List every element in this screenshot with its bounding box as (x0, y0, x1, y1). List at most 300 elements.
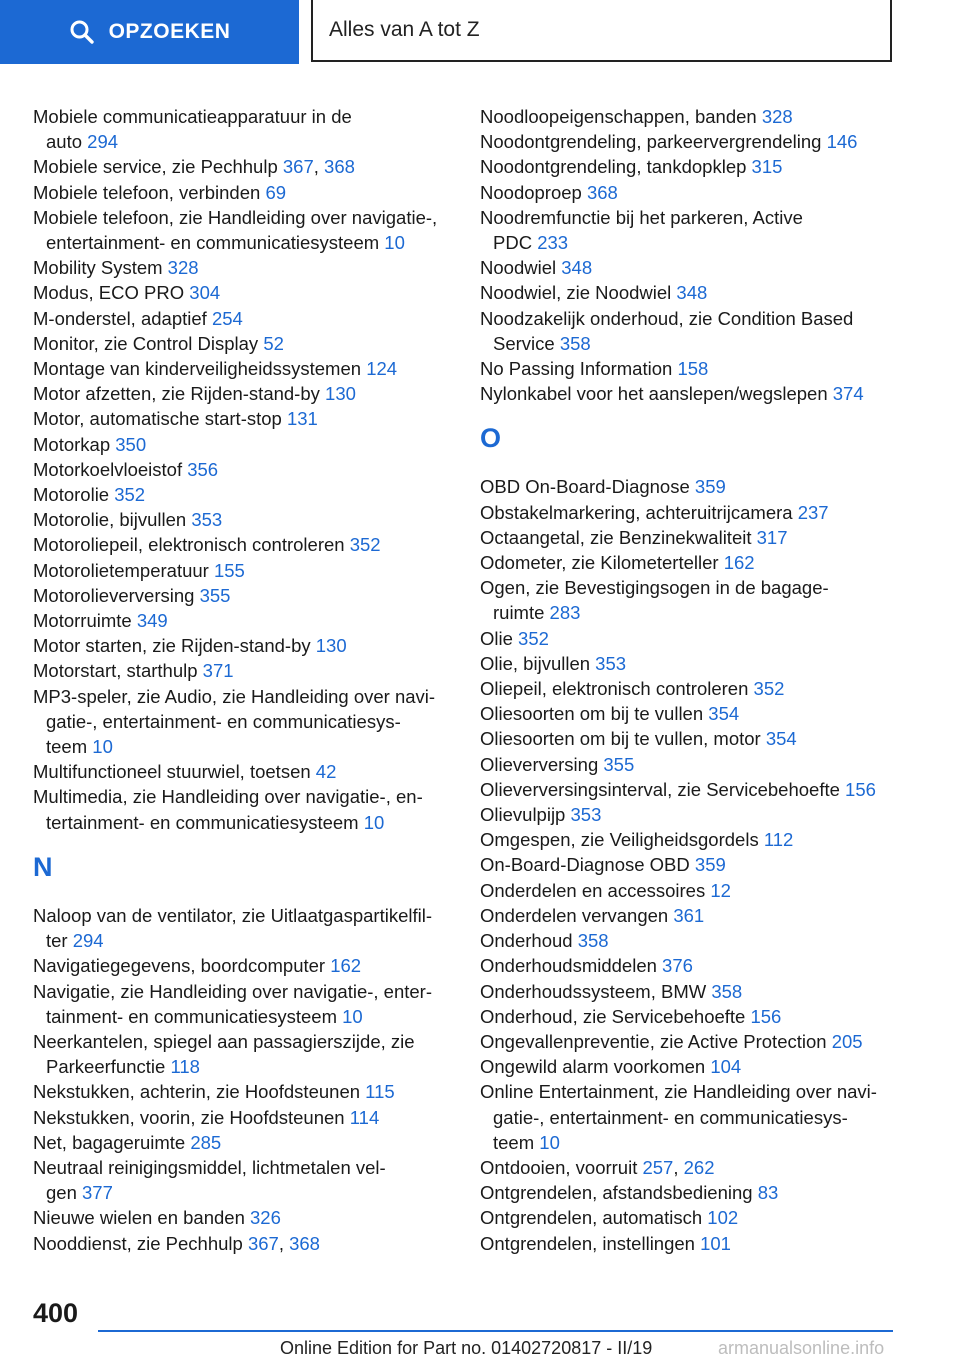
index-entry (480, 474, 900, 499)
index-entry-text: Octaangetal, zie Benzinekwaliteit (480, 526, 752, 548)
index-entry-line (33, 356, 463, 381)
index-entry (480, 306, 900, 356)
index-entry-text: Neutraal reinigingsmiddel, lichtmetalen vel- (33, 1156, 386, 1178)
page-ref-link[interactable]: 353 (191, 509, 223, 531)
page-ref-link[interactable]: 158 (677, 358, 709, 380)
watermark-text: armanualsonline.info (718, 1338, 885, 1358)
page-ref-link[interactable]: 237 (797, 501, 829, 523)
index-entry-line (480, 575, 900, 600)
index-entry-text: gatie-, entertainment- en communicatiesys- (493, 1106, 848, 1128)
index-entry (480, 827, 900, 852)
index-entry (33, 1231, 463, 1256)
page-ref-link[interactable]: 10 (363, 811, 385, 833)
index-entry (480, 575, 900, 625)
index-entry-text: Monitor, zie Control Display (33, 332, 259, 354)
index-entry-text: Noodremfunctie bij het parkeren, Active (480, 206, 803, 228)
index-entry-text: Ontgrendelen, instellingen (480, 1232, 695, 1254)
index-entry (33, 104, 463, 154)
page-ref-link[interactable]: 112 (763, 829, 794, 851)
page-ref-link[interactable]: 361 (673, 904, 705, 926)
index-entry-line (33, 1029, 463, 1054)
index-entry (480, 752, 900, 777)
index-entry-text: Oliesoorten om bij te vullen, motor (480, 728, 761, 750)
index-entry (33, 608, 463, 633)
index-entry-line (33, 1180, 463, 1205)
index-entry-text: Oliepeil, elektronisch controleren (480, 678, 749, 700)
index-entry (480, 928, 900, 953)
page-ref-link[interactable]: 83 (757, 1182, 779, 1204)
index-entry (33, 306, 463, 331)
page-ref-link[interactable]: 349 (136, 610, 168, 632)
index-entry-text: Noodwiel, zie Noodwiel (480, 282, 672, 304)
index-entry (33, 1130, 463, 1155)
page-ref-link[interactable]: 42 (315, 761, 337, 783)
index-entry-line (33, 784, 463, 809)
ref-separator: , (673, 1156, 679, 1178)
index-entry (480, 903, 900, 928)
index-entry-text: Ontgrendelen, afstandsbediening (480, 1182, 753, 1204)
index-entry (480, 1029, 900, 1054)
page-ref-link[interactable]: 358 (559, 332, 591, 354)
index-entry-text: Ontdooien, voorruit (480, 1156, 638, 1178)
index-entry-text: Noodloopeigenschappen, banden (480, 106, 757, 127)
index-entry (480, 154, 900, 179)
index-entry (480, 550, 900, 575)
index-entry-line (33, 658, 463, 683)
page-ref-link[interactable]: 368 (586, 181, 618, 203)
page-ref-link[interactable]: 317 (756, 526, 788, 548)
index-entry-line (33, 482, 463, 507)
index-entry-line (33, 684, 463, 709)
index-entry-text: Navigatie, zie Handleiding over navigatie-, enter- (33, 980, 432, 1002)
index-entry-text: Motorolie (33, 484, 110, 506)
index-entry-text: Noodwiel (480, 257, 557, 279)
index-entry-line (33, 928, 463, 953)
index-entry (480, 878, 900, 903)
index-entry (480, 1004, 900, 1029)
page-ref-link[interactable]: 124 (366, 358, 398, 380)
index-column-right (480, 104, 900, 1256)
index-entry-text: Modus, ECO PRO (33, 282, 185, 304)
page-ref-link[interactable]: 368 (289, 1232, 320, 1254)
index-entry (480, 180, 900, 205)
index-entry-line (33, 1130, 463, 1155)
page-ref-link[interactable]: 358 (577, 930, 609, 952)
index-entry-line (480, 878, 900, 903)
index-entry-line (480, 280, 900, 305)
index-entry-text: Ogen, zie Bevestigingsogen in de bagage- (480, 577, 829, 599)
index-entry-line (480, 979, 900, 1004)
page-ref-link[interactable]: 52 (263, 332, 284, 354)
index-entry-text: gatie-, entertainment- en communicatiesys- (46, 710, 401, 732)
page-ref-link[interactable]: 10 (539, 1131, 560, 1153)
page-ref-link[interactable]: 348 (676, 282, 708, 304)
page-ref-link[interactable]: 104 (710, 1056, 742, 1078)
index-entry-text: entertainment- en communicatiesysteem (46, 232, 380, 254)
index-entry-line (480, 651, 900, 676)
index-entry (480, 852, 900, 877)
index-entry-line (33, 129, 463, 154)
search-tab-button[interactable] (0, 0, 299, 64)
index-entry-line (480, 525, 900, 550)
index-entry-text: teem (493, 1131, 535, 1153)
index-entry-line (33, 532, 463, 557)
index-entry (33, 432, 463, 457)
index-entry-text: Onderhoudssysteem, BMW (480, 980, 707, 1002)
index-entry-text: Noodontgrendeling, parkeervergrendeling (480, 131, 822, 153)
index-entry-line (480, 1029, 900, 1054)
page-ref-link[interactable]: 304 (189, 282, 221, 304)
page-ref-link[interactable]: 353 (570, 804, 602, 826)
index-entry (480, 255, 900, 280)
index-entry (33, 633, 463, 658)
index-entry-line (480, 701, 900, 726)
index-entry-text: Service (493, 332, 555, 354)
index-entry-text: Mobiele communicatieapparatuur in de (33, 106, 352, 127)
page-ref-link[interactable]: 352 (518, 627, 549, 649)
page-ref-link[interactable]: 115 (365, 1081, 395, 1103)
index-entry-line (480, 626, 900, 651)
page-ref-link[interactable]: 10 (92, 736, 113, 758)
index-entry (480, 1054, 900, 1079)
index-entry-line (480, 1079, 900, 1104)
index-entry-text: Motorkap (33, 433, 111, 455)
edition-footer: Online Edition for Part no. 01402720817 - II/19 (280, 1338, 653, 1358)
index-entry-text: Oliesoorten om bij te vullen (480, 703, 704, 725)
footer-divider (98, 1330, 893, 1332)
index-entry (33, 784, 463, 834)
ref-separator: , (278, 1232, 284, 1254)
section-title: Alles van A tot Z (329, 18, 480, 41)
index-entry-line (33, 633, 463, 658)
index-entry-text: Motorruimte (33, 610, 132, 632)
index-entry (480, 979, 900, 1004)
page-ref-link[interactable]: 354 (765, 728, 797, 750)
index-entry (33, 532, 463, 557)
page-ref-link[interactable]: 146 (826, 131, 858, 153)
index-entry-line (33, 1079, 463, 1104)
index-entry-line (480, 474, 900, 499)
index-entry-line (480, 205, 900, 230)
page-ref-link[interactable]: 130 (315, 635, 347, 657)
index-entry-line (33, 1231, 463, 1256)
index-entry-text: Ontgrendelen, automatisch (480, 1207, 703, 1229)
index-entry-text: Navigatiegegevens, boordcomputer (33, 955, 326, 977)
index-entry-text: auto (46, 131, 83, 153)
index-entry (33, 953, 463, 978)
index-entry-text: Motorolietemperatuur (33, 559, 209, 581)
index-entry (480, 280, 900, 305)
index-entry-text: Multimedia, zie Handleiding over navigatie-, en- (33, 786, 423, 808)
index-entry-text: Nooddienst, zie Pechhulp (33, 1232, 243, 1254)
index-entry (480, 205, 900, 255)
page-ref-link[interactable]: 102 (707, 1207, 739, 1229)
index-entry-line (33, 1054, 463, 1079)
index-entry-text: Onderhoud, zie Servicebehoefte (480, 1005, 746, 1027)
index-entry-text: teem (46, 736, 88, 758)
index-entry (33, 1029, 463, 1079)
index-entry-text: Nylonkabel voor het aanslepen/wegslepen (480, 383, 828, 405)
index-entry-text: Montage van kinderveiligheidssystemen (33, 358, 362, 380)
index-entry (33, 1155, 463, 1205)
index-letter-heading: O (480, 423, 502, 454)
top-navigation (0, 0, 960, 66)
index-entry-text: Olievulpijp (480, 804, 566, 826)
page-ref-link[interactable]: 367 (247, 1232, 279, 1254)
index-entry-text: tainment- en communicatiesysteem (46, 1005, 337, 1027)
page-ref-link[interactable]: 355 (603, 753, 635, 775)
index-entry (33, 482, 463, 507)
index-entry (480, 381, 900, 406)
page-ref-link[interactable]: 359 (694, 854, 726, 876)
page-ref-link[interactable]: 358 (711, 980, 743, 1002)
index-entry-line (33, 1205, 463, 1230)
search-tab-label: OPZOEKEN (108, 20, 231, 43)
page-ref-link[interactable]: 101 (700, 1232, 731, 1254)
index-entry-line (33, 406, 463, 431)
index-entry (480, 1155, 900, 1180)
index-entry-line (33, 953, 463, 978)
index-entry-text: Parkeerfunctie (46, 1056, 166, 1078)
index-entry-line (33, 104, 463, 129)
page-ref-link[interactable]: 69 (265, 181, 287, 203)
index-entry-line (480, 1180, 900, 1205)
index-entry-line (33, 608, 463, 633)
page-ref-link[interactable]: 130 (325, 383, 356, 405)
page-ref-link[interactable]: 10 (342, 1005, 363, 1027)
index-entry-line (480, 802, 900, 827)
page-ref-link[interactable]: 294 (87, 131, 119, 153)
index-entry-line (480, 154, 900, 179)
index-entry-text: Motoroliepeil, elektronisch controleren (33, 534, 345, 556)
index-entry-line (480, 1054, 900, 1079)
page-ref-link[interactable]: 233 (537, 232, 569, 254)
index-entry (480, 777, 900, 802)
index-entry (480, 104, 900, 129)
index-entry-line (480, 306, 900, 331)
page-ref-link[interactable]: 315 (751, 156, 783, 178)
index-entry (480, 651, 900, 676)
index-entry-line (33, 306, 463, 331)
page-ref-link[interactable]: 162 (330, 955, 362, 977)
section-tab-a-to-z[interactable] (311, 0, 892, 62)
index-entry-line (33, 154, 463, 179)
index-entry-text: Motorolie, bijvullen (33, 509, 187, 531)
index-entry-line (480, 381, 900, 406)
index-entry-line (480, 600, 900, 625)
index-entry-line (480, 1105, 900, 1130)
index-entry-text: M-onderstel, adaptief (33, 307, 207, 329)
index-entry-line (480, 928, 900, 953)
index-entry-text: gen (46, 1182, 77, 1204)
index-entry (33, 381, 463, 406)
index-entry-text: Olieverversingsinterval, zie Servicebehoefte (480, 778, 840, 800)
index-entry-line (480, 752, 900, 777)
index-entry-line (480, 1205, 900, 1230)
page-ref-link[interactable]: 10 (384, 232, 405, 254)
page-ref-link[interactable]: 352 (349, 534, 381, 556)
page-ref-link[interactable]: 355 (199, 584, 231, 606)
page-ref-link[interactable]: 162 (723, 552, 755, 574)
page-ref-link[interactable]: 326 (250, 1207, 281, 1229)
index-entry-line (480, 255, 900, 280)
index-entry (33, 1079, 463, 1104)
index-entry (33, 658, 463, 683)
page-ref-link[interactable]: 156 (845, 778, 876, 800)
index-entry (480, 1205, 900, 1230)
index-entry-text: Nieuwe wielen en banden (33, 1207, 245, 1229)
index-entry-line (480, 676, 900, 701)
page-ref-link[interactable]: 377 (82, 1182, 113, 1204)
page-ref-link[interactable]: 262 (683, 1156, 715, 1178)
page-ref-link[interactable]: 374 (832, 383, 864, 405)
index-entry-text: tertainment- en communicatiesysteem (46, 811, 359, 833)
page-ref-link[interactable]: 254 (211, 307, 243, 329)
index-entry-text: Odometer, zie Kilometerteller (480, 552, 719, 574)
index-entry-text: Onderdelen vervangen (480, 904, 669, 926)
index-entry-line (33, 583, 463, 608)
index-entry-text: Naloop van de ventilator, zie Uitlaatgaspartikelfil- (33, 904, 432, 926)
index-entry-line (480, 129, 900, 154)
page-number: 400 (33, 1298, 79, 1328)
index-entry-text: No Passing Information (480, 358, 673, 380)
index-entry-line (33, 903, 463, 928)
page-ref-link[interactable]: 294 (72, 930, 104, 952)
page-ref-link[interactable]: 353 (595, 652, 627, 674)
index-entry-line (33, 709, 463, 734)
index-entry (480, 129, 900, 154)
page-ref-link[interactable]: 356 (187, 458, 219, 480)
index-entry-line (480, 104, 900, 129)
page-ref-link[interactable]: 155 (213, 559, 245, 581)
page-ref-link[interactable]: 367 (282, 156, 314, 178)
index-entry (480, 500, 900, 525)
index-entry (33, 457, 463, 482)
index-entry (33, 1105, 463, 1130)
index-entry (33, 759, 463, 784)
index-entry-text: Ongevallenpreventie, zie Active Protection (480, 1030, 827, 1052)
index-entry-line (33, 507, 463, 532)
index-entry (33, 583, 463, 608)
page-ref-link[interactable]: 328 (167, 257, 199, 279)
index-entry-text: Motorkoelvloeistof (33, 458, 183, 480)
index-entry-text: Net, bagageruimte (33, 1131, 186, 1153)
index-entry (480, 676, 900, 701)
index-entry-line (33, 558, 463, 583)
index-entry-line (480, 500, 900, 525)
page-ref-link[interactable]: 131 (286, 408, 318, 430)
page-ref-link[interactable]: 359 (694, 476, 726, 498)
index-entry-line (480, 230, 900, 255)
page-ref-link[interactable]: 371 (202, 660, 234, 682)
page-ref-link[interactable]: 352 (753, 678, 785, 700)
index-entry-text: Mobility System (33, 257, 163, 279)
ref-separator: , (313, 156, 319, 178)
index-entry-line (480, 1155, 900, 1180)
index-entry-line (480, 903, 900, 928)
index-entry-line (480, 180, 900, 205)
index-entry-text: Mobiele service, zie Pechhulp (33, 156, 278, 178)
index-entry-text: Nekstukken, voorin, zie Hoofdsteunen (33, 1106, 345, 1128)
page-ref-link[interactable]: 368 (324, 156, 355, 178)
page-ref-link[interactable]: 354 (708, 703, 740, 725)
page-ref-link[interactable]: 352 (114, 484, 146, 506)
index-entry-text: Onderhoud (480, 930, 573, 952)
index-entry-text: Online Entertainment, zie Handleiding over navi- (480, 1081, 877, 1103)
page-ref-link[interactable]: 257 (642, 1156, 674, 1178)
index-entry-text: OBD On-Board-Diagnose (480, 476, 690, 498)
index-entry-text: Omgespen, zie Veiligheidsgordels (480, 829, 759, 851)
index-entry-line (480, 356, 900, 381)
index-entry-text: Olieverversing (480, 753, 599, 775)
index-entry-line (480, 726, 900, 751)
index-entry-line (33, 180, 463, 205)
page-ref-link[interactable]: 328 (761, 106, 793, 127)
index-entry-line (33, 1155, 463, 1180)
index-entry-text: PDC (493, 232, 533, 254)
index-entry-text: Neerkantelen, spiegel aan passagierszijde, zie (33, 1030, 415, 1052)
index-entry-line (480, 1130, 900, 1155)
index-entry (480, 626, 900, 651)
index-entry-text: Olie (480, 627, 513, 649)
index-entry-line (480, 1004, 900, 1029)
index-entry (33, 280, 463, 305)
page-ref-link[interactable]: 12 (710, 879, 731, 901)
index-entry-text: MP3-speler, zie Audio, zie Handleiding over navi- (33, 685, 436, 707)
index-entry-line (33, 457, 463, 482)
page-ref-link[interactable]: 283 (549, 602, 581, 624)
index-entry-text: Obstakelmarkering, achteruitrijcamera (480, 501, 793, 523)
page-ref-link[interactable]: 118 (170, 1056, 200, 1078)
index-entry-line (33, 734, 463, 759)
index-entry-line (480, 953, 900, 978)
index-entry (480, 1180, 900, 1205)
index-column-left (33, 104, 463, 1256)
page-ref-link[interactable]: 348 (561, 257, 593, 279)
page-ref-link[interactable]: 376 (662, 955, 693, 977)
index-entry (33, 979, 463, 1029)
index-entry (33, 406, 463, 431)
index-entry-text: Motorstart, starthulp (33, 660, 198, 682)
index-entry-text: Mobiele telefoon, verbinden (33, 181, 261, 203)
page-ref-link[interactable]: 156 (750, 1005, 782, 1027)
index-entry (33, 154, 463, 179)
page-ref-link[interactable]: 285 (190, 1131, 222, 1153)
index-entry (33, 180, 463, 205)
index-entry-line (33, 1004, 463, 1029)
index-entry-line (33, 381, 463, 406)
index-entry-line (480, 777, 900, 802)
index-entry-text: Multifunctioneel stuurwiel, toetsen (33, 761, 311, 783)
index-entry-text: Noodzakelijk onderhoud, zie Condition Based (480, 307, 854, 329)
index-entry (33, 558, 463, 583)
index-entry-line (480, 331, 900, 356)
index-entry-text: Motorolieverversing (33, 584, 195, 606)
index-entry-line (480, 1231, 900, 1256)
page-ref-link[interactable]: 114 (349, 1106, 380, 1128)
index-entry-line (33, 230, 463, 255)
index-entry (480, 953, 900, 978)
index-entry-text: Noodontgrendeling, tankdopklep (480, 156, 747, 178)
index-entry (33, 684, 463, 760)
index-entry-text: Ongewild alarm voorkomen (480, 1056, 706, 1078)
page-ref-link[interactable]: 350 (115, 433, 147, 455)
index-entry (33, 255, 463, 280)
index-entry-line (33, 810, 463, 835)
page-ref-link[interactable]: 205 (831, 1030, 863, 1052)
index-entry (480, 1231, 900, 1256)
index-entry-text: Nekstukken, achterin, zie Hoofdsteunen (33, 1081, 361, 1103)
